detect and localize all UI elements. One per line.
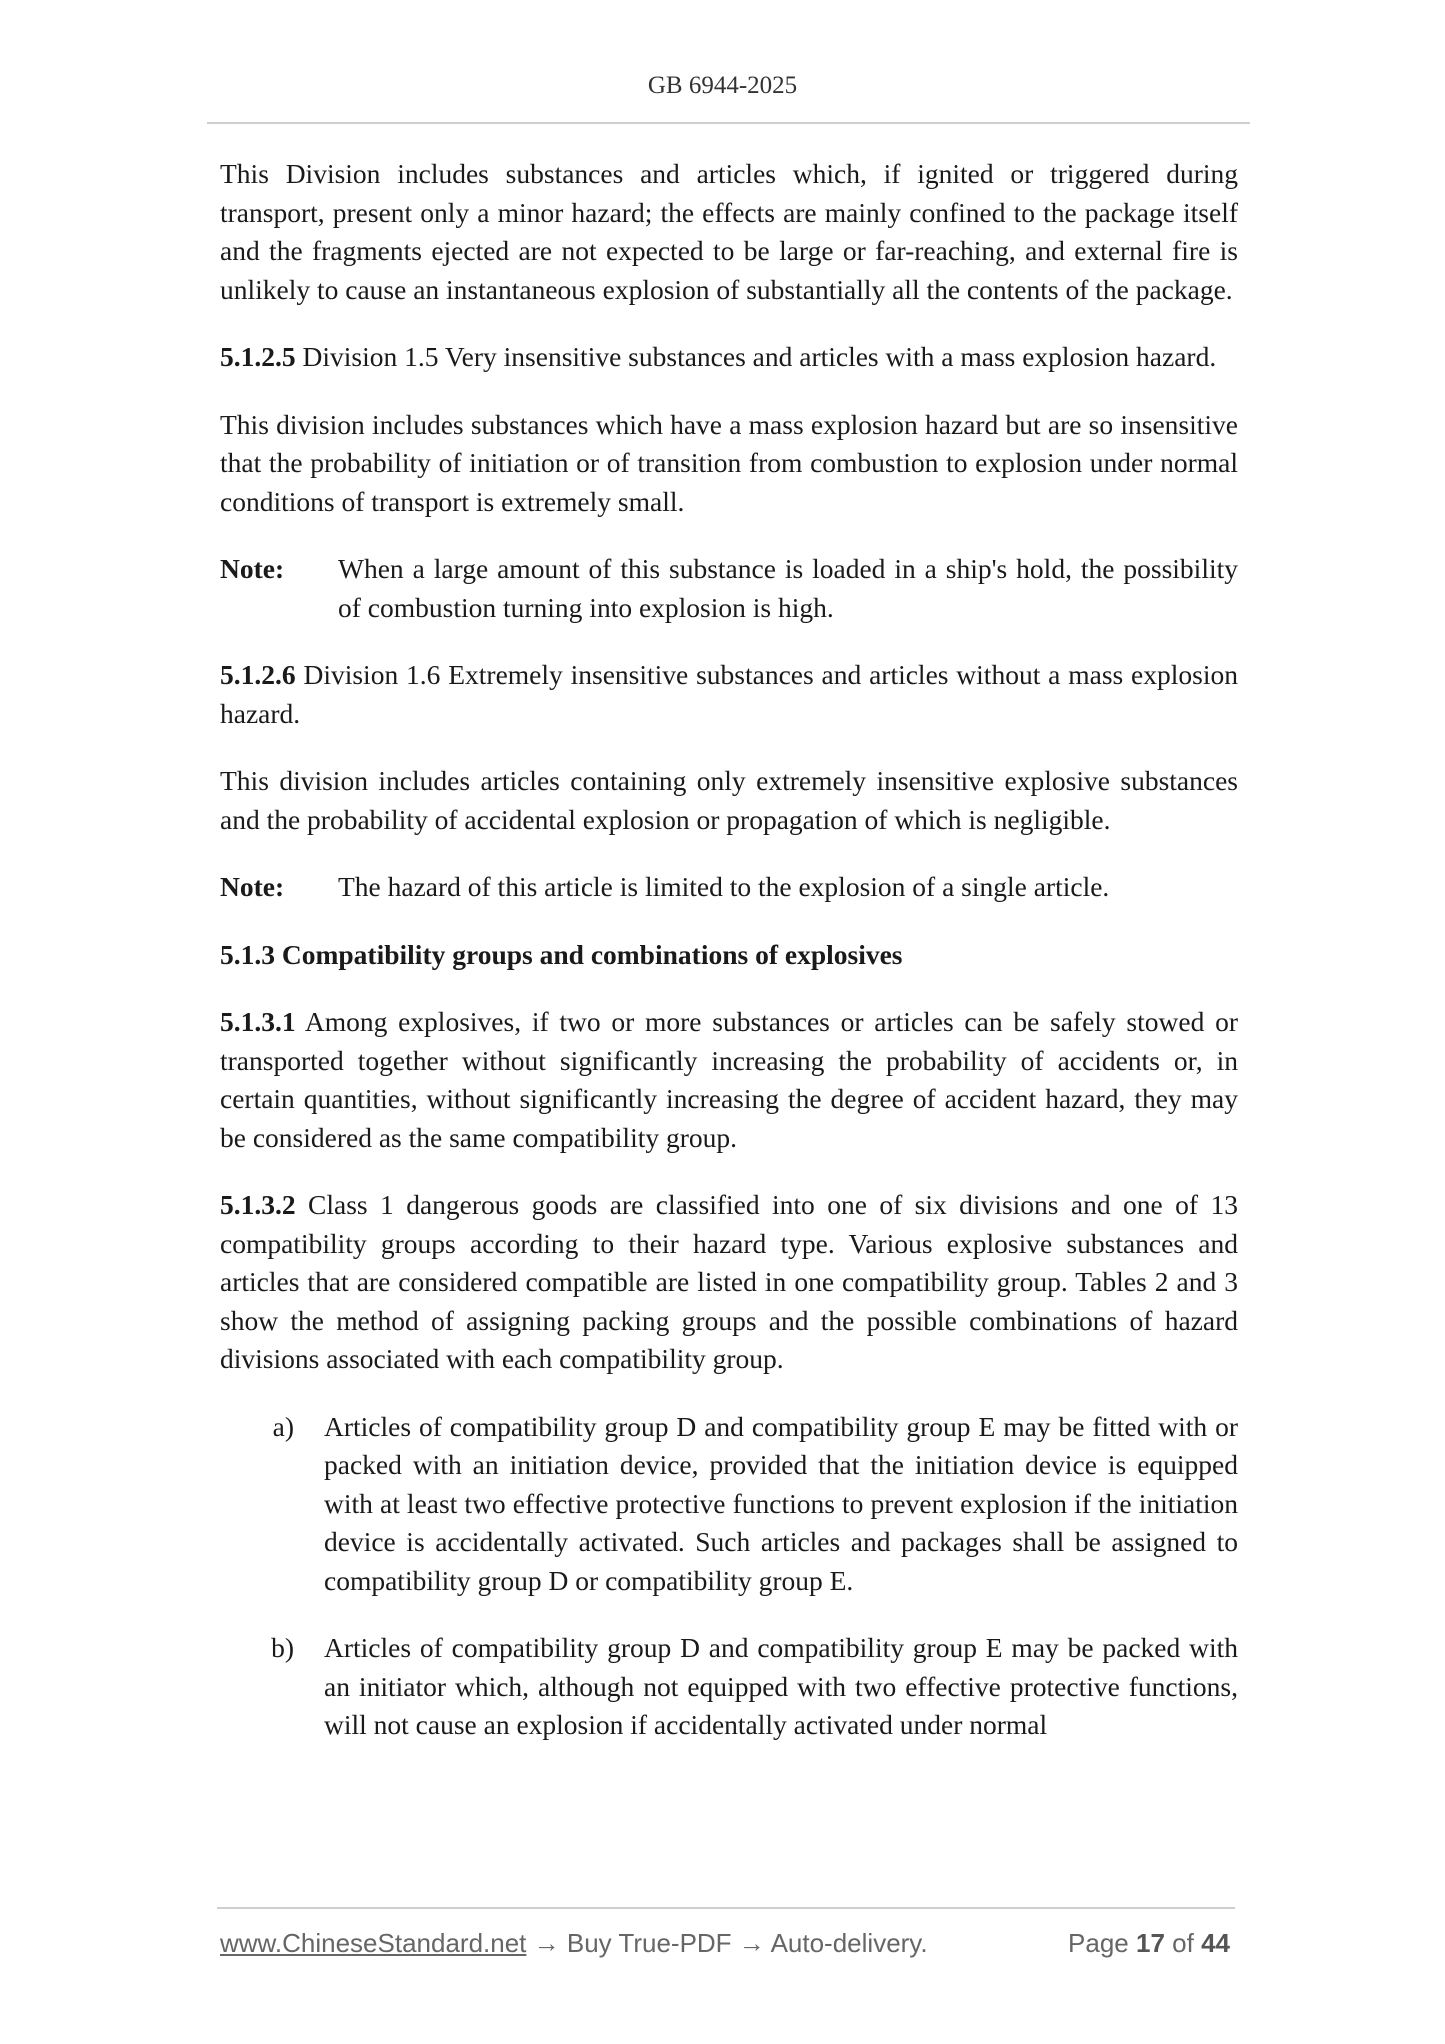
list-marker: b) <box>271 1632 294 1663</box>
note-label: Note: <box>220 553 285 584</box>
page-counter <box>1068 1928 1230 1959</box>
clause-5-1-2-6 <box>220 656 1238 733</box>
header-divider <box>207 122 1250 124</box>
clause-text: Class 1 dangerous goods are classified into one of six divisions and one of 13 compatibility groups according to their hazard type. Various explosive substances and articles that are considered compatible are listed in one compatibility group. Tables 2 and 3 show the method of assigning packing groups and the possible combinations of hazard divisions associated with each compatibility group. <box>220 1189 1238 1374</box>
page-number: 17 <box>1136 1928 1165 1958</box>
list-text: Articles of compatibility group D and compatibility group E may be fitted with or packed with an initiation device, provided that the initiation device is equipped with at least two effective protective functions to prevent explosion if the initiation device is accidentally activated. Such articles and packages shall be assigned to compatibility group D or compatibility group E. <box>324 1410 1238 1596</box>
note-label: Note: <box>220 871 285 902</box>
note-2 <box>220 868 1238 907</box>
clause-text: Division 1.6 Extremely insensitive substances and articles without a mass explosion hazard. <box>220 659 1238 729</box>
page-word: Page <box>1068 1928 1129 1958</box>
note-text: When a large amount of this substance is loaded in a ship's hold, the possibility of combustion turning into explosion is high. <box>338 553 1238 623</box>
clause-text: Division 1.5 Very insensitive substances and articles with a mass explosion hazard. <box>295 341 1217 372</box>
clause-number: 5.1.2.6 <box>220 659 296 690</box>
page-footer <box>220 1928 1230 1959</box>
clause-5-1-3-1 <box>220 1003 1238 1157</box>
clause-number: 5.1.3.2 <box>220 1189 296 1220</box>
list-text: Articles of compatibility group D and compatibility group E may be packed with an initiator which, although not equipped with two effective protective functions, will not cause an explosion if accidentally activated under normal <box>324 1632 1238 1740</box>
of-word: of <box>1172 1928 1194 1958</box>
document-header: GB 6944-2025 <box>647 72 798 99</box>
footer-divider <box>217 1907 1235 1909</box>
section-heading-5-1-3: 5.1.3 Compatibility groups and combinations of explosives <box>220 938 903 970</box>
paragraph-division-1-4: This Division includes substances and articles which, if ignited or triggered during transport, present only a minor hazard; the effects are mainly confined to the package itself and the fragments ejected are not expected to be large or far-reaching, and external fire is unlikely to cause an instantaneous explosion of substantially all the contents of the package. <box>220 158 1238 305</box>
clause-text: Among explosives, if two or more substances or articles can be safely stowed or transported together without significantly increasing the probability of accidents or, in certain quantities, without significantly increasing the degree of accident hazard, they may be considered as the same compatibility group. <box>220 1006 1238 1153</box>
footer-promo-text: → Buy True-PDF → Auto-delivery. <box>526 1928 928 1958</box>
page-total: 44 <box>1201 1928 1230 1958</box>
clause-number: 5.1.3.1 <box>220 1006 296 1037</box>
chinesestandard-link[interactable]: www.ChineseStandard.net <box>220 1928 527 1958</box>
note-text: The hazard of this article is limited to the explosion of a single article. <box>338 871 1110 902</box>
paragraph-division-1-6: This division includes articles containing only extremely insensitive explosive substances and the probability of accidental explosion or propagation of which is negligible. <box>220 765 1238 835</box>
clause-5-1-3-2 <box>220 1186 1238 1379</box>
footer-promo <box>220 1928 928 1959</box>
clause-number: 5.1.2.5 <box>220 341 296 372</box>
list-marker: a) <box>272 1410 294 1442</box>
paragraph-division-1-5: This division includes substances which have a mass explosion hazard but are so insensitive that the probability of initiation or of transition from combustion to explosion under normal conditions of transport is extremely small. <box>220 408 1238 517</box>
clause-5-1-2-5 <box>220 338 1238 377</box>
list-item-b <box>220 1629 1238 1745</box>
note-1 <box>220 550 1238 627</box>
list-item-a <box>220 1408 1238 1601</box>
document-body <box>220 155 1238 1774</box>
